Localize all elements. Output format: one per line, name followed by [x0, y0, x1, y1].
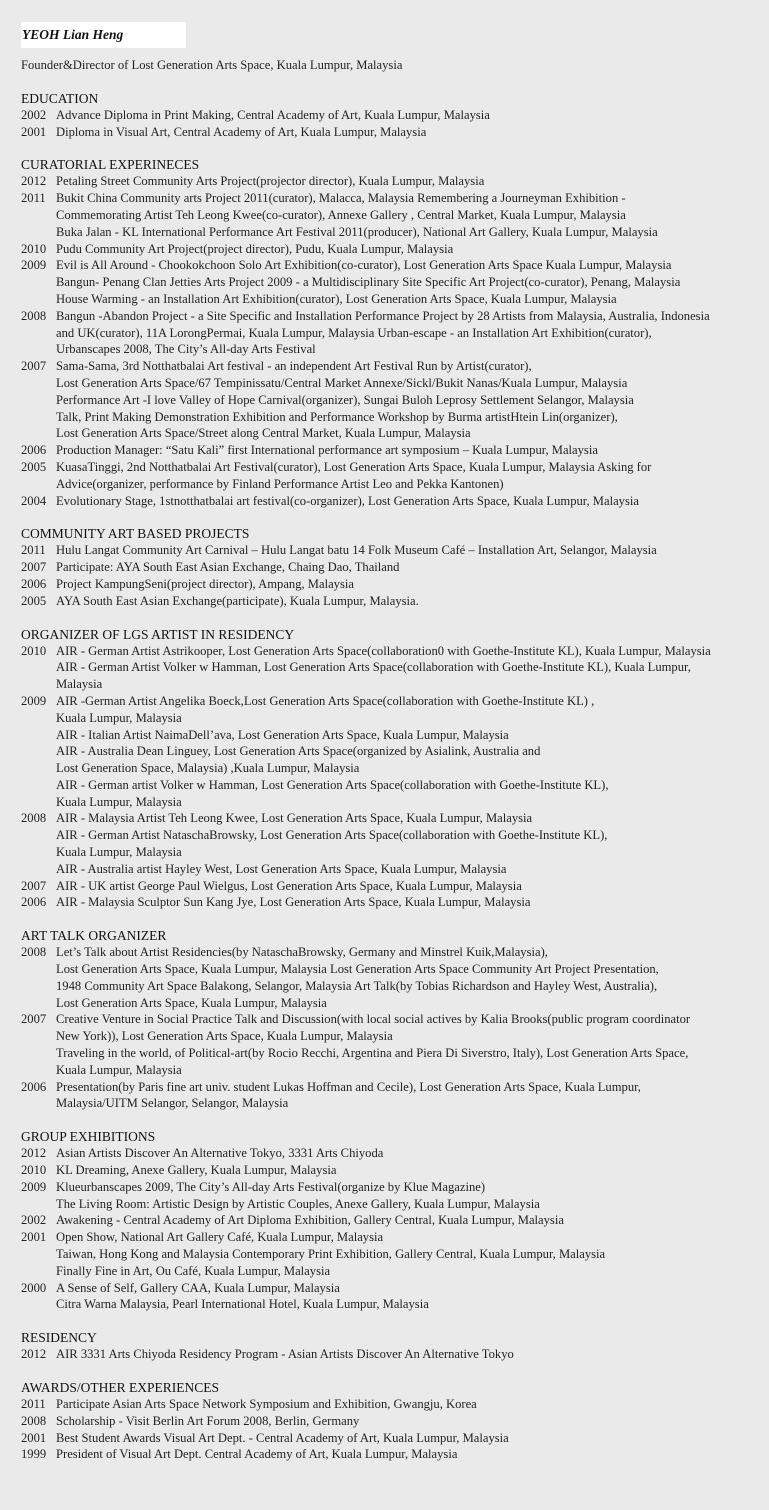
entry-year: 2006: [21, 443, 47, 458]
entry-line: Commemorating Artist Teh Leong Kwee(co-curator), Annexe Gallery , Central Market, Kuala Lumpur, Malaysia: [56, 207, 626, 222]
entry-line: Participate Asian Arts Space Network Symposium and Exhibition, Gwangju, Korea: [56, 1397, 477, 1411]
cv-entry: [21, 542, 748, 559]
cv-entry: [21, 107, 748, 124]
entry-year: 2004: [21, 493, 47, 508]
entry-line: AIR - Australia artist Hayley West, Lost Generation Arts Space, Kuala Lumpur, Malaysia: [56, 861, 507, 876]
entry-line: Urbanscapes 2008, The City’s All-day Arts Festival: [56, 342, 316, 357]
entry-year: 2007: [21, 560, 47, 575]
entry-lines: [56, 643, 748, 693]
entry-line: Petaling Street Community Arts Project(projector director), Kuala Lumpur, Malaysia: [56, 174, 485, 189]
entry-lines: [56, 894, 748, 911]
entry-lines: [56, 1179, 748, 1213]
entry-year: 2007: [21, 359, 47, 374]
entry-year: 2007: [21, 878, 47, 893]
cv-entry: [21, 1212, 748, 1229]
entry-year: 2011: [21, 191, 46, 206]
entry-line: Lost Generation Arts Space, Kuala Lumpur, Malaysia: [56, 995, 327, 1010]
entry-lines: [56, 459, 748, 493]
entry-line: Project KampungSeni(project director), Ampang, Malaysia: [56, 576, 354, 591]
entry-year: 2006: [21, 895, 47, 910]
cv-entry: [21, 593, 748, 610]
cv-entry: [21, 190, 748, 240]
entry-line: Pudu Community Art Project(project director), Pudu, Kuala Lumpur, Malaysia: [56, 241, 454, 256]
entry-year: 2011: [21, 1397, 46, 1411]
entry-line: Asian Artists Discover An Alternative Tokyo, 3331 Arts Chiyoda: [56, 1146, 384, 1161]
entry-lines: [56, 1145, 748, 1162]
cv-entry: [21, 358, 748, 442]
entry-line: Advice(organizer, performance by Finland Performance Artist Leo and Pekka Kantonen): [56, 476, 504, 491]
entry-line: President of Visual Art Dept. Central Academy of Art, Kuala Lumpur, Malaysia: [56, 1447, 458, 1462]
cv-entry: [21, 878, 748, 895]
cv-section: [21, 1128, 748, 1313]
entry-year: 2008: [21, 811, 47, 826]
entry-line: Kuala Lumpur, Malaysia: [56, 794, 182, 809]
entry-line: Lost Generation Space, Malaysia) ,Kuala Lumpur, Malaysia: [56, 761, 360, 776]
entry-line: Lost Generation Arts Space/67 Tempinissatu/Central Market Annexe/Sickl/Bukit Nanas/Kuala Lumpur, Malaysia: [56, 375, 628, 390]
entry-year: 2005: [21, 459, 47, 474]
cv-entry: [21, 693, 748, 811]
entry-line: KuasaTinggi, 2nd Notthatbalai Art Festival(curator), Lost Generation Arts Space, Kuala Lumpur, Malaysia Asking for: [56, 459, 652, 474]
entry-lines: [56, 1446, 748, 1463]
section-title: ORGANIZER OF LGS ARTIST IN RESIDENCY: [21, 626, 295, 642]
cv-entry: [21, 1346, 748, 1363]
cv-entry: [21, 124, 748, 141]
entry-year: 2001: [21, 1430, 47, 1445]
entry-line: Finally Fine in Art, Ou Café, Kuala Lumpur, Malaysia: [56, 1263, 331, 1278]
cv-entry: [21, 1280, 748, 1314]
entry-year: 2008: [21, 945, 47, 960]
entry-lines: [56, 107, 748, 124]
entry-line: Traveling in the world, of Political-art(by Rocio Recchi, Argentina and Piera Di Siverstro, Italy), Lost Generation Arts Space,: [56, 1046, 689, 1061]
entry-lines: [56, 173, 748, 190]
entry-lines: [56, 559, 748, 576]
entry-line: Presentation(by Paris fine art univ. student Lukas Hoffman and Cecile), Lost Generation Arts Space, Kuala Lumpur,: [56, 1079, 641, 1094]
entry-line: AYA South East Asian Exchange(participate), Kuala Lumpur, Malaysia.: [56, 593, 419, 608]
entry-year: 2006: [21, 1079, 47, 1094]
entry-line: Lost Generation Arts Space/Street along Central Market, Kuala Lumpur, Malaysia: [56, 426, 471, 441]
cv-entry: [21, 1179, 748, 1213]
entry-line: AIR - German Artist NataschaBrowsky, Lost Generation Arts Space(collaboration with Goethe-Institute KL),: [56, 828, 608, 843]
cv-section: [21, 525, 748, 609]
entry-year: 2009: [21, 258, 47, 273]
entry-line: Buka Jalan - KL International Performance Art Festival 2011(producer), National Art Gallery, Kuala Lumpur, Malaysia: [56, 224, 658, 239]
artist-name: YEOH Lian Heng: [21, 22, 186, 48]
entry-line: Evil is All Around - Chookokchoon Solo Art Exhibition(co-curator), Lost Generation Arts Space Kuala Lumpur, Malaysia: [56, 258, 672, 273]
entry-line: Lost Generation Arts Space, Kuala Lumpur, Malaysia Lost Generation Arts Space Community Art Project Presentation,: [56, 962, 659, 977]
cv-entry: [21, 1145, 748, 1162]
entry-lines: [56, 1162, 748, 1179]
cv-entry: [21, 241, 748, 258]
entry-year: 2008: [21, 308, 47, 323]
entry-line: Bangun- Penang Clan Jetties Arts Project 2009 - a Multidisciplinary Site Specific Art Project(co-curator), Penang, Malaysia: [56, 275, 681, 290]
entry-lines: [56, 124, 748, 141]
cv-entry: [21, 559, 748, 576]
entry-year: 2005: [21, 593, 47, 608]
entry-line: Best Student Awards Visual Art Dept. - Central Academy of Art, Kuala Lumpur, Malaysia: [56, 1430, 509, 1445]
entry-lines: [56, 1346, 748, 1363]
entry-line: AIR - German Artist Astrikooper, Lost Generation Arts Space(collaboration0 with Goethe-Institute KL), Kuala Lumpur, Malaysia: [56, 643, 711, 658]
cv-entry: [21, 1396, 748, 1413]
entry-lines: [56, 257, 748, 307]
entry-line: AIR - Malaysia Artist Teh Leong Kwee, Lost Generation Arts Space, Kuala Lumpur, Malaysia: [56, 811, 533, 826]
entry-line: Performance Art -I love Valley of Hope Carnival(organizer), Sungai Buloh Leprosy Settlement Selangor, Malaysia: [56, 392, 634, 407]
entry-line: AIR - Australia Dean Linguey, Lost Generation Arts Space(organized by Asialink, Australia and: [56, 744, 541, 759]
cv-entry: [21, 810, 748, 877]
entry-line: KL Dreaming, Anexe Gallery, Kuala Lumpur, Malaysia: [56, 1163, 337, 1178]
entry-line: Awakening - Central Academy of Art Diploma Exhibition, Gallery Central, Kuala Lumpur, Malaysia: [56, 1213, 564, 1228]
section-title: COMMUNITY ART BASED PROJECTS: [21, 526, 250, 542]
entry-year: 2012: [21, 1347, 47, 1362]
entry-lines: [56, 810, 748, 877]
cv-entry: [21, 576, 748, 593]
entry-line: Advance Diploma in Print Making, Central Academy of Art, Kuala Lumpur, Malaysia: [56, 107, 490, 122]
cv-section: [21, 927, 748, 1112]
entry-year: 2002: [21, 107, 47, 122]
entry-year: 2007: [21, 1012, 47, 1027]
entry-line: House Warming - an Installation Art Exhibition(curator), Lost Generation Arts Space, Kuala Lumpur, Malaysia: [56, 291, 617, 306]
cv-entry: [21, 643, 748, 693]
cv-entry: [21, 173, 748, 190]
cv-entry: [21, 1079, 748, 1113]
cv-entry: [21, 944, 748, 1011]
cv-entry: [21, 493, 748, 510]
entry-year: 2008: [21, 1413, 47, 1428]
entry-year: 2001: [21, 1230, 47, 1245]
entry-line: Evolutionary Stage, 1stnotthatbalai art festival(co-organizer), Lost Generation Arts Space, Kuala Lumpur, Malaysia: [56, 493, 639, 508]
entry-line: Participate: AYA South East Asian Exchange, Chaing Dao, Thailand: [56, 560, 400, 575]
entry-year: 2012: [21, 174, 47, 189]
cv-section: [21, 1329, 748, 1363]
cv-section: [21, 156, 748, 509]
entry-lines: [56, 1280, 748, 1314]
section-title: GROUP EXHIBITIONS: [21, 1129, 156, 1145]
cv-entry: [21, 1162, 748, 1179]
entry-lines: [56, 878, 748, 895]
entry-lines: [56, 1413, 748, 1430]
entry-line: AIR - German Artist Volker w Hamman, Lost Generation Arts Space(collaboration with Goethe-Institute KL), Kuala Lumpur,: [56, 660, 691, 675]
entry-line: Klueurbanscapes 2009, The City’s All-day Arts Festival(organize by Klue Magazine): [56, 1179, 486, 1194]
artist-subtitle: Founder&Director of Lost Generation Arts Space, Kuala Lumpur, Malaysia: [21, 58, 403, 72]
entry-line: AIR -German Artist Angelika Boeck,Lost Generation Arts Space(collaboration with Goethe-Institute KL) ,: [56, 693, 595, 708]
entry-line: AIR 3331 Arts Chiyoda Residency Program - Asian Artists Discover An Alternative Tokyo: [56, 1347, 514, 1362]
entry-line: AIR - UK artist George Paul Wielgus, Lost Generation Arts Space, Kuala Lumpur, Malaysia: [56, 878, 522, 893]
entry-lines: [56, 693, 748, 811]
entry-lines: [56, 1229, 748, 1279]
entry-lines: [56, 1396, 748, 1413]
entry-line: Bukit China Community arts Project 2011(curator), Malacca, Malaysia Remembering a Journeyman Exhibition -: [56, 191, 626, 206]
entry-line: AIR - German artist Volker w Hamman, Lost Generation Arts Space(collaboration with Goethe-Institute KL),: [56, 777, 609, 792]
entry-lines: [56, 1011, 748, 1078]
entry-line: Production Manager: “Satu Kali” first International performance art symposium – Kuala Lumpur, Malaysia: [56, 443, 598, 458]
entry-line: Kuala Lumpur, Malaysia: [56, 845, 182, 860]
entry-year: 2010: [21, 1163, 47, 1178]
cv-section: [21, 1379, 748, 1463]
entry-line: Hulu Langat Community Art Carnival – Hulu Langat batu 14 Folk Museum Café – Installation Art, Selangor, Malaysia: [56, 543, 657, 558]
cv-section: [21, 626, 748, 912]
cv-entry: [21, 1229, 748, 1279]
entry-line: Bangun -Abandon Project - a Site Specific and Installation Performance Project by 28 Artists from Malaysia, Australia, Indonesia: [56, 308, 710, 323]
entry-lines: [56, 442, 748, 459]
section-title: RESIDENCY: [21, 1330, 97, 1346]
entry-line: 1948 Community Art Space Balakong, Selangor, Malaysia Art Talk(by Tobias Richardson and Hayley West, Australia),: [56, 978, 658, 993]
entry-line: Kuala Lumpur, Malaysia: [56, 1062, 182, 1077]
entry-lines: [56, 593, 748, 610]
entry-line: Diploma in Visual Art, Central Academy of Art, Kuala Lumpur, Malaysia: [56, 124, 427, 139]
cv-entry: [21, 894, 748, 911]
entry-line: Malaysia: [56, 677, 103, 692]
section-title: AWARDS/OTHER EXPERIENCES: [21, 1380, 220, 1395]
entry-lines: [56, 308, 748, 358]
entry-lines: [56, 241, 748, 258]
entry-line: AIR - Italian Artist NaimaDell’ava, Lost Generation Arts Space, Kuala Lumpur, Malaysia: [56, 727, 509, 742]
entry-line: Citra Warna Malaysia, Pearl International Hotel, Kuala Lumpur, Malaysia: [56, 1297, 429, 1312]
entry-line: Kuala Lumpur, Malaysia: [56, 710, 182, 725]
cv-entry: [21, 308, 748, 358]
entry-lines: [56, 944, 748, 1011]
cv-sections: [21, 90, 748, 1463]
cv-entry: [21, 1413, 748, 1430]
entry-year: 2006: [21, 576, 47, 591]
entry-year: 2010: [21, 643, 47, 658]
entry-line: Scholarship - Visit Berlin Art Forum 2008, Berlin, Germany: [56, 1413, 360, 1428]
cv-entry: [21, 1446, 748, 1463]
entry-year: 2011: [21, 543, 46, 558]
entry-year: 2009: [21, 1179, 47, 1194]
cv-entry: [21, 442, 748, 459]
cv-section: [21, 90, 748, 141]
entry-year: 2000: [21, 1280, 47, 1295]
entry-lines: [56, 358, 748, 442]
entry-lines: [56, 576, 748, 593]
entry-line: Sama-Sama, 3rd Notthatbalai Art festival - an independent Art Festival Run by Artist(curator),: [56, 359, 532, 374]
entry-lines: [56, 1430, 748, 1447]
section-title: ART TALK ORGANIZER: [21, 928, 167, 944]
entry-lines: [56, 542, 748, 559]
entry-line: New York)), Lost Generation Arts Space, Kuala Lumpur, Malaysia: [56, 1029, 393, 1044]
cv-entry: [21, 1011, 748, 1078]
entry-line: Malaysia/UITM Selangor, Selangor, Malaysia: [56, 1096, 289, 1111]
entry-year: 2012: [21, 1146, 47, 1161]
entry-year: 2010: [21, 241, 47, 256]
entry-line: Let’s Talk about Artist Residencies(by NataschaBrowsky, Germany and Minstrel Kuik,Malaysia),: [56, 945, 548, 960]
entry-line: AIR - Malaysia Sculptor Sun Kang Jye, Lost Generation Arts Space, Kuala Lumpur, Malaysia: [56, 895, 531, 910]
entry-year: 2001: [21, 124, 47, 139]
entry-lines: [56, 1079, 748, 1113]
section-title: EDUCATION: [21, 90, 99, 106]
cv-entry: [21, 459, 748, 493]
entry-lines: [56, 493, 748, 510]
entry-line: A Sense of Self, Gallery CAA, Kuala Lumpur, Malaysia: [56, 1280, 340, 1295]
entry-lines: [56, 190, 748, 240]
entry-line: and UK(curator), 11A LorongPermai, Kuala Lumpur, Malaysia Urban-escape - an Installation Art Exhibition(curator),: [56, 325, 652, 340]
section-title: CURATORIAL EXPERINECES: [21, 157, 200, 173]
entry-line: Talk, Print Making Demonstration Exhibition and Performance Workshop by Burma artistHtein Lin(organizer),: [56, 409, 618, 424]
entry-line: Taiwan, Hong Kong and Malaysia Contemporary Print Exhibition, Gallery Central, Kuala Lumpur, Malaysia: [56, 1247, 606, 1262]
entry-year: 2009: [21, 693, 47, 708]
entry-lines: [56, 1212, 748, 1229]
entry-year: 2002: [21, 1213, 47, 1228]
entry-line: Creative Venture in Social Practice Talk and Discussion(with local social actives by Kalia Brooks(public program coordinator: [56, 1012, 691, 1027]
entry-line: Open Show, National Art Gallery Café, Kuala Lumpur, Malaysia: [56, 1230, 384, 1245]
cv-entry: [21, 257, 748, 307]
entry-year: 1999: [21, 1447, 47, 1462]
entry-line: The Living Room: Artistic Design by Artistic Couples, Anexe Gallery, Kuala Lumpur, Malaysia: [56, 1196, 540, 1211]
cv-entry: [21, 1430, 748, 1447]
